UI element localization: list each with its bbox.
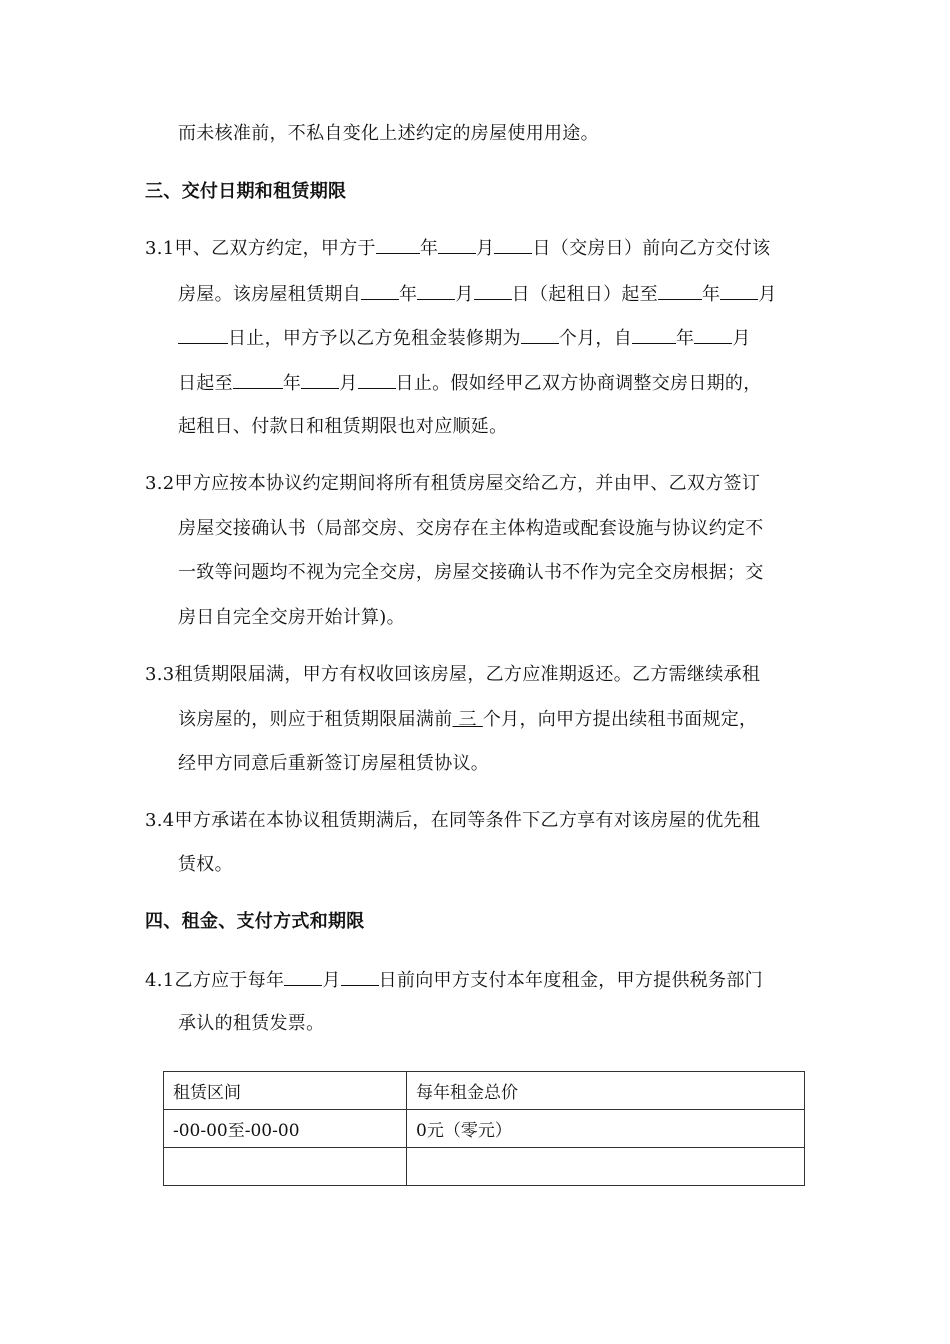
clause-3-4-line-2: 赁权。 <box>178 854 233 875</box>
blank-field <box>494 235 532 254</box>
table-cell <box>407 1148 805 1186</box>
blank-field <box>178 325 228 344</box>
paragraph-continuation: 而未核准前，不私自变化上述约定的房屋使用用途。 <box>178 123 599 144</box>
clause-3-1-line-3: 日止，甲方予以乙方免租金装修期为 个月，自 年 月 <box>178 325 751 351</box>
blank-field <box>521 325 559 344</box>
clause-number: 3.3 <box>145 664 175 685</box>
clause-3-3-line-3: 经甲方同意后重新签订房屋租赁协议。 <box>178 753 490 774</box>
blank-field <box>720 281 758 300</box>
table-row <box>164 1110 805 1148</box>
rent-table <box>163 1071 805 1186</box>
blank-field <box>417 281 455 300</box>
blank-field <box>233 370 283 389</box>
clause-3-2-line-3: 一致等问题均不视为完全交房，房屋交接确认书不作为完全交房根据；交 <box>178 562 764 583</box>
clause-3-4-line-1: 3.4甲方承诺在本协议租赁期满后，在同等条件下乙方享有对该房屋的优先租 <box>145 810 761 831</box>
table-cell: 0元（零元） <box>407 1110 805 1148</box>
clause-3-2-line-1: 3.2甲方应按本协议约定期间将所有租赁房屋交给乙方，并由甲、乙双方签订 <box>145 473 761 494</box>
blank-field <box>694 325 732 344</box>
blank-field <box>474 281 512 300</box>
clause-4-1-line-1: 4.1乙方应于每年 月 日前向甲方支付本年度租金，甲方提供税务部门 <box>145 967 763 993</box>
blank-field <box>358 370 396 389</box>
clause-3-1-line-5: 起租日、付款日和租赁期限也对应顺延。 <box>178 416 508 437</box>
clause-number: 4.1 <box>145 970 175 991</box>
section-heading-4: 四、租金、支付方式和期限 <box>145 911 365 932</box>
section-heading-3: 三、交付日期和租赁期限 <box>145 181 347 202</box>
clause-number: 3.1 <box>145 238 175 259</box>
clause-3-3-line-1: 3.3租赁期限届满，甲方有权收回该房屋，乙方应准期返还。乙方需继续承租 <box>145 664 761 685</box>
blank-field <box>376 235 420 254</box>
blank-field <box>658 281 702 300</box>
table-cell <box>164 1148 407 1186</box>
table-header-cell: 租赁区间 <box>164 1072 407 1110</box>
blank-field <box>361 281 399 300</box>
blank-field <box>632 325 676 344</box>
blank-field <box>341 967 379 986</box>
clause-number: 3.2 <box>145 473 175 494</box>
table-row <box>164 1148 805 1186</box>
clause-3-2-line-4: 房日自完全交房开始计算)。 <box>178 607 405 628</box>
clause-3-3-line-2: 该房屋的，则应于租赁期限届满前 三 个月，向甲方提出续租书面规定， <box>178 709 758 730</box>
blank-field <box>438 235 476 254</box>
clause-3-1-line-4: 日起至 年 月 日止。假如经甲乙双方协商调整交房日期的， <box>178 370 762 396</box>
blank-field <box>301 370 339 389</box>
clause-number: 3.4 <box>145 810 175 831</box>
table-header-cell: 每年租金总价 <box>407 1072 805 1110</box>
clause-3-1-line-2: 房屋。该房屋租赁期自 年 月 日（起租日）起至 年 月 <box>178 281 777 307</box>
table-cell: -00-00至-00-00 <box>164 1110 407 1148</box>
clause-3-2-line-2: 房屋交接确认书（局部交房、交房存在主体构造或配套设施与协议约定不 <box>178 518 764 539</box>
blank-field <box>284 967 322 986</box>
clause-4-1-line-2: 承认的租赁发票。 <box>178 1013 325 1034</box>
renewal-notice-months: 三 <box>452 709 483 730</box>
table-header-row <box>164 1072 805 1110</box>
clause-3-1-line-1: 3.1甲、乙双方约定，甲方于 年 月 日（交房日）前向乙方交付该 <box>145 235 770 261</box>
